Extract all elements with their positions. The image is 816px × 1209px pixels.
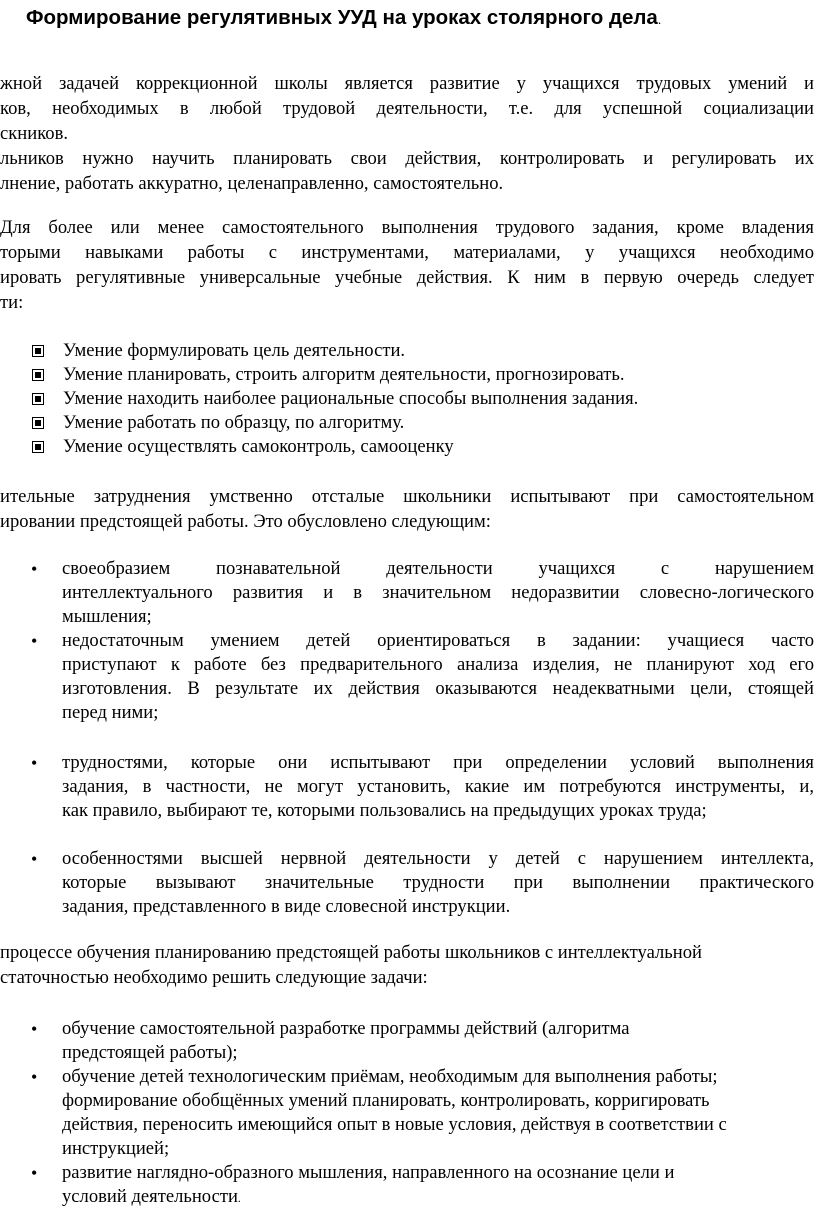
text-line: процессе обучения планированию предстоящей работы школьников с интеллектуальной [0,942,702,963]
task-item-line: обучение детей технологическим приёмам, необходимым для выполнения работы; [62,1066,718,1087]
cause-item-line: как правило, выбирают те, которыми пользовались на предыдущих уроках труда; [62,800,707,821]
bullet-dot-icon: • [31,631,38,651]
bullet-dot-icon: • [31,1163,38,1183]
text-line: ков, необходимых в любой трудовой деятельности, т.е. для успешной социализации [0,98,814,119]
skill-item: Умение осуществлять самоконтроль, самооценку [63,436,454,457]
cause-item-line: задания, в частности, не могут установить, какие им потребуются инструменты, и, [62,776,814,797]
bullet-dot-icon: • [31,559,38,579]
text-line: торыми навыками работы с инструментами, материалами, у учащихся необходимо [0,242,814,263]
cause-item-line: недостаточным умением детей ориентироваться в задании: учащиеся часто [62,630,814,651]
cause-item-line: особенностями высшей нервной деятельности у детей с нарушением интеллекта, [62,848,814,869]
document-title: Формирование регулятивных УУД на уроках столярного дела. [26,6,662,29]
cause-item-line: перед ними; [62,702,159,723]
text-line: ировать регулятивные универсальные учебные действия. К ним в первую очередь следует [0,267,814,288]
skill-item: Умение планировать, строить алгоритм деятельности, прогнозировать. [63,364,625,385]
task-item-line: инструкцией; [62,1138,170,1159]
bullet-dot-icon: • [31,1067,38,1087]
cause-item-line: трудностями, которые они испытывают при определении условий выполнения [62,752,814,773]
cause-item-line: своеобразием познавательной деятельности учащихся с нарушением [62,558,814,579]
skill-item: Умение работать по образцу, по алгоритму. [63,412,405,433]
text-line: Для более или менее самостоятельного выполнения трудового задания, кроме владения [0,217,814,238]
text-line: статочностью необходимо решить следующие задачи: [0,967,428,988]
text-line: жной задачей коррекционной школы является развитие у учащихся трудовых умений и [0,73,814,94]
bullet-dot-icon: • [31,849,38,869]
bullet-dot-icon: • [31,1019,38,1039]
skill-item: Умение формулировать цель деятельности. [63,340,406,361]
checkbox-bullet-icon [32,393,44,405]
task-item-line: действия, переносить имеющийся опыт в новые условия, действуя в соответствии с [62,1114,727,1135]
checkbox-bullet-icon [32,345,44,357]
task-item-line: развитие наглядно-образного мышления, направленного на осознание цели и [62,1162,675,1183]
text-line: ти: [0,292,24,313]
cause-item-line: мышления; [62,606,152,627]
task-item-line: обучение самостоятельной разработке программы действий (алгоритма [62,1018,630,1039]
skill-item: Умение находить наиболее рациональные способы выполнения задания. [63,388,639,409]
text-line: льников нужно научить планировать свои действия, контролировать и регулировать их [0,148,814,169]
bullet-dot-icon: • [31,753,38,773]
text-line: ировании предстоящей работы. Это обусловлено следующим: [0,511,491,532]
text-line: лнение, работать аккуратно, целенаправленно, самостоятельно. [0,173,504,194]
cause-item-line: интеллектуального развития и в значительном недоразвитии словесно-логического [62,582,814,603]
task-item-line: условий деятельности. [62,1186,241,1207]
checkbox-bullet-icon [32,417,44,429]
task-item-line: предстоящей работы); [62,1042,238,1063]
text-line: ительные затруднения умственно отсталые школьники испытывают при самостоятельном [0,486,814,507]
cause-item-line: изготовления. В результате их действия оказываются неадекватными цели, стоящей [62,678,814,699]
cause-item-line: которые вызывают значительные трудности при выполнении практического [62,872,814,893]
text-line: скников. [0,123,69,144]
cause-item-line: задания, представленного в виде словесной инструкции. [62,896,511,917]
task-item-line: формирование обобщённых умений планировать, контролировать, корригировать [62,1090,710,1111]
checkbox-bullet-icon [32,369,44,381]
checkbox-bullet-icon [32,441,44,453]
cause-item-line: приступают к работе без предварительного анализа изделия, не планируют ход его [62,654,814,675]
